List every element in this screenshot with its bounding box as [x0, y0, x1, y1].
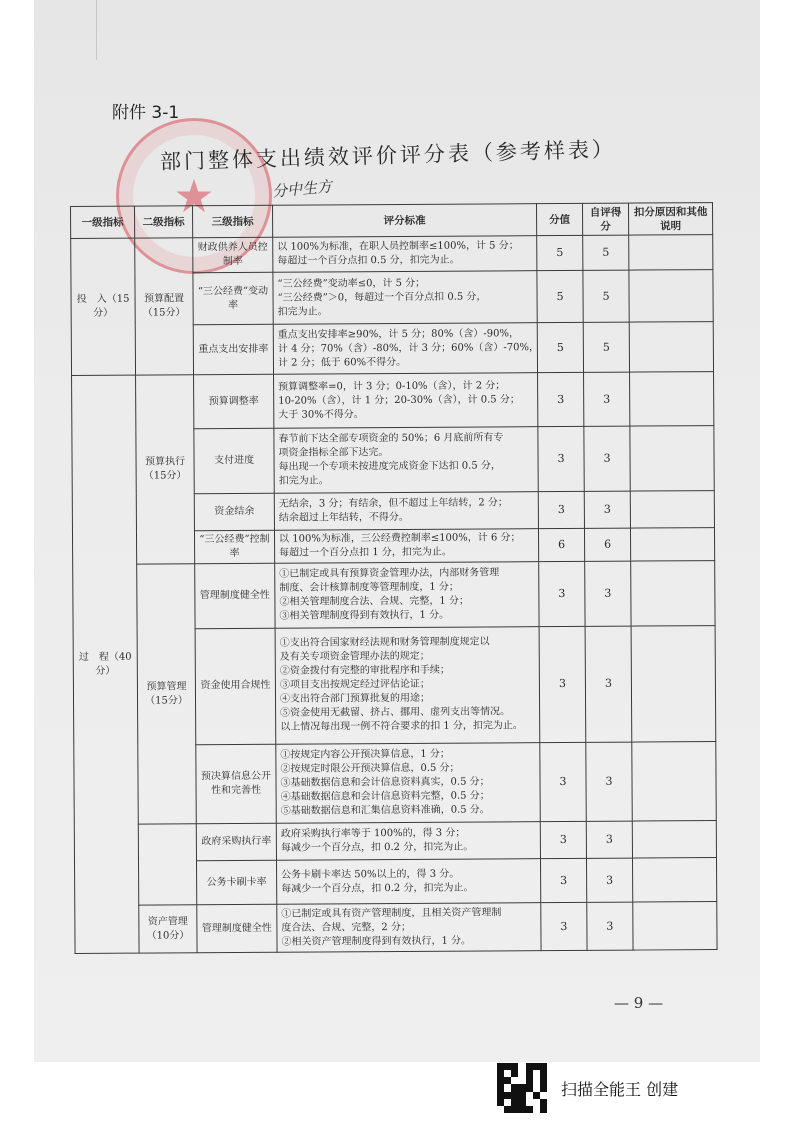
page-fold-line	[96, 0, 97, 60]
scoring-standard	[273, 236, 537, 273]
level3-indicator: 财政供养人员控制率	[193, 237, 273, 273]
standard-line: 预算调整率=0，计 3 分；0-10%（含），计 2 分；	[278, 380, 506, 393]
standard-line: 每超过一个百分点扣 1 分，扣完为止。	[279, 546, 452, 559]
self-score-value: 3	[586, 859, 632, 903]
score-value: 5	[537, 271, 583, 323]
header-level3: 三级指标	[193, 205, 273, 237]
seal-star-icon: ★	[173, 169, 215, 223]
scanner-watermark	[497, 1062, 678, 1114]
standard-line: 无结余，3 分；有结余，但不超过上年结转，2 分；	[278, 497, 508, 510]
score-value: 3	[540, 821, 586, 859]
score-value: 3	[538, 427, 584, 492]
level2-indicator: 预算执行（15分）	[136, 375, 195, 564]
standard-line: 以 100%为标准，三公经费控制率≤100%，计 6 分；	[279, 532, 521, 545]
level3-indicator: 资金结余	[194, 493, 274, 531]
standard-line: 度合法、合规、完整，2 分；	[281, 921, 411, 934]
deduction-reason-cell	[630, 490, 714, 528]
deduction-reason-cell	[631, 561, 715, 626]
scoring-standard	[274, 529, 538, 564]
level3-indicator: 预决算信息公开性和完善性	[196, 744, 276, 823]
self-score-value: 3	[584, 491, 630, 529]
deduction-reason-cell	[632, 821, 716, 859]
standard-line: ⑤资金使用无截留、挤占、挪用、虚列支出等情况。	[280, 706, 511, 720]
standard-line: ④支出符合部门预算批复的用途；	[279, 693, 431, 706]
page-title: 部门整体支出绩效评价评分表（参考样表）	[159, 137, 617, 174]
scoring-standard	[273, 271, 537, 325]
standard-line: 以上情况每出现一例不符合要求的扣 1 分，扣完为止。	[280, 720, 523, 734]
standard-line: 及有关专项资金管理办法的规定；	[279, 651, 430, 664]
level3-indicator: 预算调整率	[194, 374, 274, 429]
standard-line: 每减少一个百分点，扣 0.2 分，扣完为止。	[280, 841, 474, 854]
level2-indicator: 预算管理（15分）	[137, 564, 197, 824]
standard-line: ①已制定或具有资产管理制度，且相关资产管理制	[281, 906, 502, 920]
self-score-value: 5	[583, 322, 629, 372]
scoring-standard	[273, 323, 540, 374]
standard-line: ⑤基础数据信息和汇集信息资料准确，0.5 分。	[280, 804, 490, 817]
standard-line: 大于 30%不得分。	[278, 408, 364, 421]
watermark-text: 扫描全能王 创建	[561, 1079, 679, 1099]
table-header-row	[71, 203, 713, 239]
scoring-standard	[274, 491, 538, 530]
standard-line: ②按规定时限公开预决算信息，0.5 分；	[280, 762, 460, 775]
scoring-standard	[276, 822, 540, 861]
level2-indicator: 资产管理（10分）	[139, 905, 197, 953]
table-row	[71, 235, 713, 274]
level3-indicator: “三公经费”变动率	[193, 273, 273, 325]
self-score-value: 3	[584, 372, 630, 426]
deduction-reason-cell	[633, 902, 717, 950]
level2-indicator: 预算配置（15分）	[135, 238, 194, 376]
handwritten-signature: 分中生方	[271, 177, 333, 201]
page-number: — 9 —	[614, 994, 664, 1012]
standard-line: 春节前下达全部专项资金的 50%；6 月底前所有专	[278, 432, 504, 445]
level3-indicator: 管理制度健全性	[197, 904, 277, 952]
deduction-reason-cell	[629, 270, 713, 322]
level3-indicator: 公务卡刷卡率	[197, 861, 277, 905]
standard-line: 扣完为止。	[278, 475, 329, 487]
level3-indicator: 支付进度	[194, 428, 274, 493]
level3-indicator: “三公经费”控制率	[194, 530, 274, 564]
header-level2: 二级指标	[135, 206, 193, 238]
standard-line: 10-20%（含），计 1 分；20-30%（含），计 0.5 分；	[278, 393, 520, 407]
standard-line: ②相关资产管理制度得到有效执行，1 分。	[281, 935, 472, 948]
standard-line: 扣完为止。	[277, 306, 328, 318]
standard-line: 制度、会计核算制度等管理制度，1 分；	[279, 581, 459, 594]
standard-line: ①按规定内容公开预决算信息，1 分；	[280, 748, 450, 761]
scoring-standard	[277, 859, 541, 904]
standard-line: ③相关管理制度得到有效执行，1 分。	[279, 609, 450, 622]
level3-indicator: 资金使用合规性	[195, 628, 276, 745]
standard-line: 政府采购执行率等于 100%的，得 3 分；	[280, 827, 466, 840]
deduction-reason-cell	[629, 235, 713, 271]
level1-indicator: 投 入（15分）	[71, 238, 136, 376]
standard-line: 项资金指标全部下达完。	[278, 446, 389, 459]
score-value: 3	[541, 902, 587, 950]
header-reason: 扣分原因和其他说明	[628, 203, 712, 236]
evaluation-table	[70, 202, 718, 954]
scoring-standard	[277, 903, 541, 953]
self-score-value: 5	[583, 270, 629, 322]
deduction-reason-cell	[630, 372, 714, 427]
header-score: 分值	[536, 203, 582, 235]
score-value: 3	[539, 562, 585, 627]
deduction-reason-cell	[632, 858, 716, 902]
scoring-standard	[275, 626, 540, 744]
level1-indicator: 过 程（40分）	[72, 375, 140, 953]
standard-line: 重点支出安排率≥90%，计 5 分；80%（含）-90%，	[277, 327, 519, 341]
standard-line: 计 4 分；70%（含）-80%，计 3 分；60%（含）-70%，	[277, 341, 540, 355]
score-value: 3	[539, 626, 586, 743]
standard-line: “三公经费”＞0，每超过一个百分点扣 0.5 分，	[277, 291, 487, 304]
standard-line: 结余超过上年结转，不得分。	[278, 511, 409, 524]
standard-line: 每出现一个专项未按进度完成资金下达扣 0.5 分，	[278, 460, 501, 473]
score-value: 3	[540, 742, 586, 821]
standard-line: ③项目支出按规定经过评估论证；	[279, 679, 430, 692]
table-row	[75, 902, 717, 954]
header-standard: 评分标准	[272, 204, 536, 238]
table-row	[73, 561, 715, 629]
standard-line: 计 2 分；低于 60%不得分。	[277, 356, 407, 369]
self-score-value: 3	[584, 426, 630, 491]
attachment-label: 附件 3-1	[112, 103, 180, 123]
deduction-reason-cell	[630, 528, 714, 562]
scoring-standard	[274, 373, 538, 429]
standard-line: ①已制定或具有预算资金管理办法，内部财务管理	[279, 567, 500, 580]
self-score-value: 3	[585, 626, 632, 743]
score-value: 5	[537, 323, 583, 373]
standard-line: ②相关管理制度合法、合规、完整，1 分；	[279, 595, 470, 608]
score-value: 6	[538, 528, 584, 562]
self-score-value: 5	[583, 235, 629, 271]
standard-line: ①支出符合国家财经法规和财务管理制度规定以	[279, 636, 490, 650]
standard-line: ②资金拨付有完整的审批程序和手续；	[279, 665, 450, 678]
self-score-value: 3	[585, 561, 631, 626]
standard-line: 以 100%为标准，在职人员控制率≤100%，计 5 分；	[277, 240, 519, 253]
score-value: 5	[537, 235, 583, 271]
standard-line: 每减少一个百分点，扣 0.2 分，扣完为止。	[281, 882, 474, 895]
scoring-standard	[276, 743, 540, 824]
table-row	[74, 821, 716, 862]
deduction-reason-cell	[629, 322, 713, 372]
deduction-reason-cell	[630, 426, 714, 491]
standard-line: 公务卡刷卡率达 50%以上的，得 3 分。	[281, 868, 460, 881]
standard-line: 每超过一个百分点扣 0.5 分，扣完为止。	[277, 254, 460, 267]
level3-indicator: 管理制度健全性	[195, 564, 275, 629]
header-level1: 一级指标	[71, 206, 135, 238]
standard-line: “三公经费”变动率≤0，计 5 分；	[277, 277, 426, 290]
scoring-standard	[274, 427, 538, 493]
header-self-score: 自评得分	[582, 203, 628, 235]
self-score-value: 3	[586, 742, 632, 821]
level3-indicator: 重点支出安排率	[193, 325, 273, 375]
deduction-reason-cell	[631, 625, 716, 742]
standard-line: ③基础数据信息和会计信息资料真实，0.5 分；	[280, 776, 490, 789]
self-score-value: 3	[587, 902, 633, 950]
self-score-value: 6	[584, 528, 630, 562]
qr-code-icon	[497, 1063, 547, 1113]
level3-indicator: 政府采购执行率	[196, 823, 276, 861]
scoring-standard	[275, 562, 539, 628]
deduction-reason-cell	[632, 742, 716, 821]
level2-indicator	[138, 824, 196, 905]
score-value: 3	[538, 491, 584, 529]
score-value: 3	[538, 373, 584, 427]
self-score-value: 3	[586, 821, 632, 859]
table-row	[72, 372, 714, 430]
score-value: 3	[540, 859, 586, 903]
standard-line: ④基础数据信息和会计信息资料完整，0.5 分；	[280, 790, 490, 803]
